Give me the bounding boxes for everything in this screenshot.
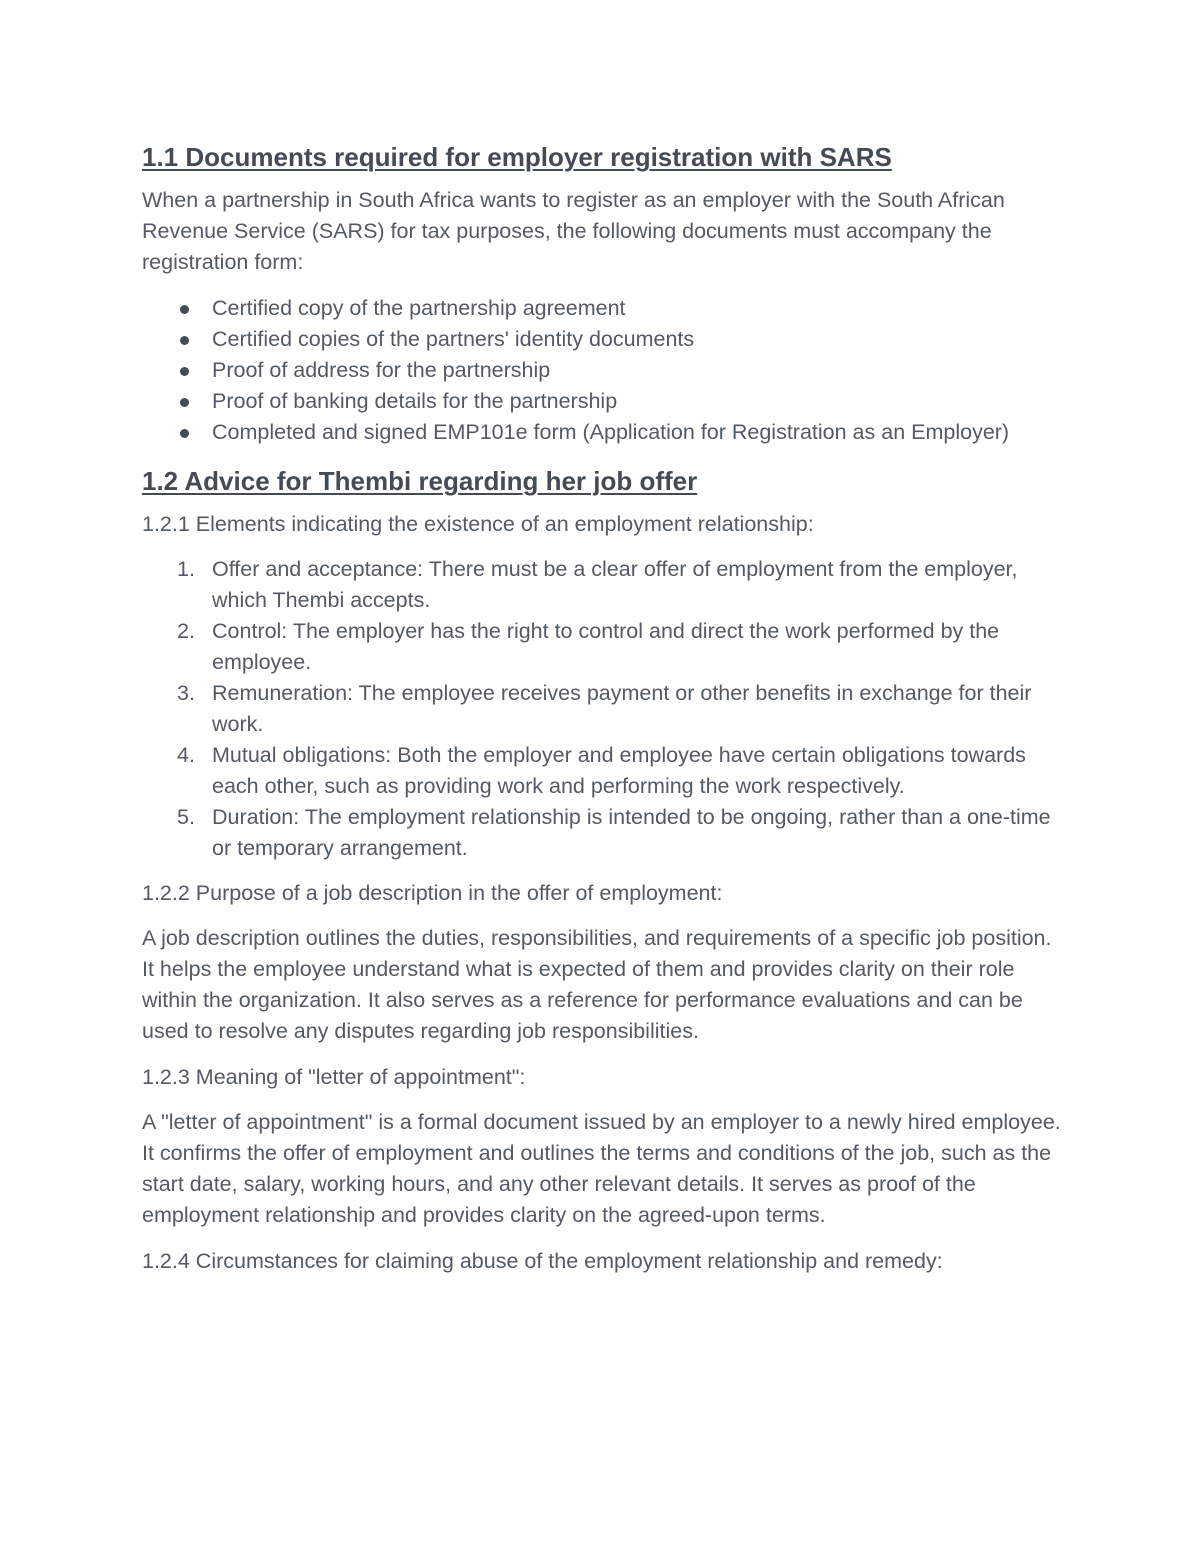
list-item [142,417,1067,448]
list-number: 5. [177,805,195,829]
bullet-icon [180,305,189,314]
bullet-icon [180,336,189,345]
list-item [142,616,1067,678]
list-number: 4. [177,743,195,767]
list-item [142,678,1067,740]
list-item-text: Proof of address for the partnership [212,358,551,382]
section-1-intro: When a partnership in South Africa wants to register as an employer with the South African Revenue Service (SARS) for tax purposes, the following documents must accompany the registration form: [142,188,1005,274]
section-2-heading: 1.2 Advice for Thembi regarding her job offer [142,466,698,496]
list-item-text: Remuneration: The employee receives payment or other benefits in exchange for their work. [212,681,1032,736]
list-item [142,802,1067,864]
subsection-1-2-4-title: 1.2.4 Circumstances for claiming abuse of the employment relationship and remedy: [142,1249,943,1273]
document-page [142,140,1067,1291]
subsection-1-2-3-body: A "letter of appointment" is a formal document issued by an employer to a newly hired employee. It confirms the offer of employment and outlines the terms and conditions of the job, such as the start date, salary, working hours, and any other relevant details. It serves as proof of the employment relationship and provides clarity on the agreed-upon terms. [142,1110,1061,1227]
subsection-1-2-2-body: A job description outlines the duties, responsibilities, and requirements of a specific job position. It helps the employee understand what is expected of them and provides clarity on their role within the organization. It also serves as a reference for performance evaluations and can be used to resolve any disputes regarding job responsibilities. [142,926,1052,1043]
list-item-text: Control: The employer has the right to control and direct the work performed by the employee. [212,619,1000,674]
subsection-1-2-3-title: 1.2.3 Meaning of "letter of appointment": [142,1065,526,1089]
list-item [142,293,1067,324]
subsection-1-2-2-title: 1.2.2 Purpose of a job description in the offer of employment: [142,881,723,905]
list-number: 1. [177,557,195,581]
list-item-text: Certified copy of the partnership agreement [212,296,626,320]
list-item-text: Offer and acceptance: There must be a clear offer of employment from the employer, which Thembi accepts. [212,557,1018,612]
list-number: 2. [177,619,195,643]
list-item [142,554,1067,616]
list-item-text: Duration: The employment relationship is intended to be ongoing, rather than a one-time or temporary arrangement. [212,805,1051,860]
list-number: 3. [177,681,195,705]
section-1-heading: 1.1 Documents required for employer registration with SARS [142,142,892,172]
list-item [142,740,1067,802]
bullet-icon [180,429,189,438]
required-documents-list [142,293,1067,448]
list-item-text: Completed and signed EMP101e form (Application for Registration as an Employer) [212,420,1010,444]
list-item [142,324,1067,355]
list-item [142,355,1067,386]
bullet-icon [180,398,189,407]
list-item [142,386,1067,417]
bullet-icon [180,367,189,376]
employment-elements-list [142,554,1067,864]
list-item-text: Mutual obligations: Both the employer and employee have certain obligations towards each other, such as providing work and performing the work respectively. [212,743,1026,798]
subsection-1-2-1-title: 1.2.1 Elements indicating the existence of an employment relationship: [142,512,814,536]
list-item-text: Certified copies of the partners' identity documents [212,327,695,351]
list-item-text: Proof of banking details for the partnership [212,389,618,413]
